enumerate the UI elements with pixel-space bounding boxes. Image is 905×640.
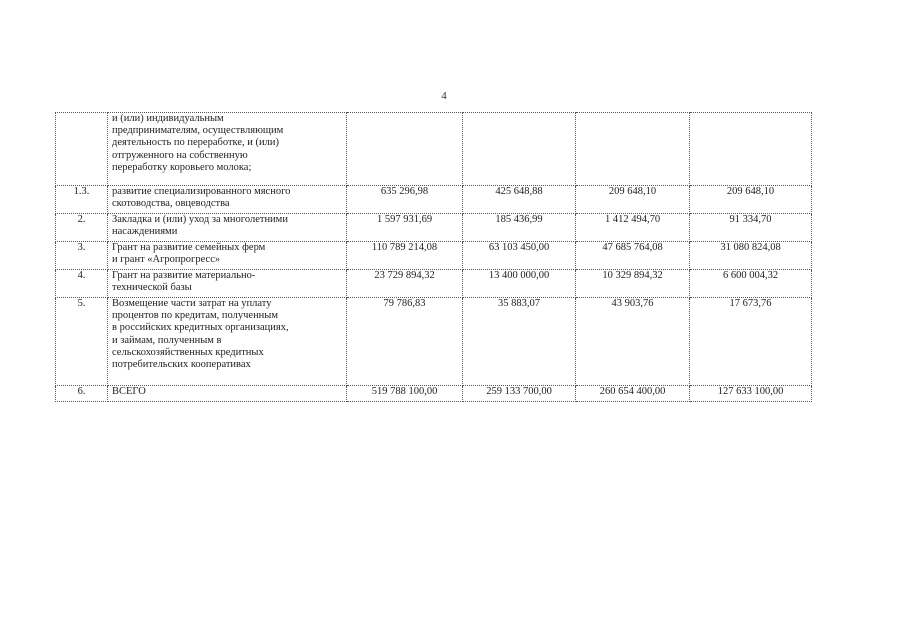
row-number: 5. — [56, 298, 108, 386]
row-value-3: 1 412 494,70 — [576, 214, 690, 242]
row-name-line: скотоводства, овцеводства — [112, 198, 230, 210]
row-name — [108, 242, 347, 270]
row-value-4: 31 080 824,08 — [690, 242, 812, 270]
row-value-2: 185 436,99 — [463, 214, 576, 242]
row-name-line: в российских кредитных организациях, — [112, 322, 289, 334]
row-name-line: Грант на развитие семейных ферм — [112, 242, 266, 253]
row-name-line: насаждениями — [112, 226, 178, 238]
row-name-line: Закладка и (или) уход за многолетними — [112, 214, 288, 225]
row-name-line: Грант на развитие материально- — [112, 270, 256, 281]
row-number: 4. — [56, 270, 108, 298]
row-name — [108, 298, 347, 386]
row-value-3: 209 648,10 — [576, 186, 690, 214]
row-value-3: 43 903,76 — [576, 298, 690, 386]
table-row — [56, 186, 812, 214]
row-name-line: сельскохозяйственных кредитных — [112, 346, 264, 358]
table-row — [56, 242, 812, 270]
row-value-1: 1 597 931,69 — [347, 214, 463, 242]
row-name-line: переработку коровьего молока; — [112, 161, 252, 173]
row-name — [108, 270, 347, 298]
row-name-line: деятельность по переработке, и (или) — [112, 137, 280, 149]
row-value-1 — [347, 113, 463, 186]
row-value-1: 79 786,83 — [347, 298, 463, 386]
row-value-2: 35 883,07 — [463, 298, 576, 386]
row-number — [56, 113, 108, 186]
row-value-2: 425 648,88 — [463, 186, 576, 214]
table-row — [56, 113, 812, 186]
table-row — [56, 214, 812, 242]
row-value-3: 260 654 400,00 — [576, 386, 690, 402]
row-name-line: потребительских кооперативах — [112, 359, 251, 371]
row-name-line: Возмещение части затрат на уплату — [112, 298, 272, 309]
page-number: 4 — [441, 90, 447, 102]
row-name — [108, 113, 347, 186]
row-value-4: 209 648,10 — [690, 186, 812, 214]
row-value-2: 259 133 700,00 — [463, 386, 576, 402]
row-value-2 — [463, 113, 576, 186]
row-value-4: 91 334,70 — [690, 214, 812, 242]
row-name-line: развитие специализированного мясного — [112, 186, 291, 197]
row-value-2: 63 103 450,00 — [463, 242, 576, 270]
table-row — [56, 298, 812, 386]
row-name-line: предпринимателям, осуществляющим — [112, 125, 284, 137]
budget-table — [55, 112, 812, 402]
row-name — [108, 214, 347, 242]
row-number: 1.3. — [56, 186, 108, 214]
row-value-1: 23 729 894,32 — [347, 270, 463, 298]
row-name-line: отгруженного на собственную — [112, 149, 248, 161]
row-value-4 — [690, 113, 812, 186]
row-value-1: 519 788 100,00 — [347, 386, 463, 402]
table-row-total — [56, 386, 812, 402]
table-row — [56, 270, 812, 298]
row-name — [108, 186, 347, 214]
row-name-line: технической базы — [112, 282, 192, 294]
row-value-1: 110 789 214,08 — [347, 242, 463, 270]
row-value-2: 13 400 000,00 — [463, 270, 576, 298]
row-value-3 — [576, 113, 690, 186]
row-number: 6. — [56, 386, 108, 402]
row-value-4: 6 600 004,32 — [690, 270, 812, 298]
row-name-line: процентов по кредитам, полученным — [112, 310, 279, 322]
row-name-line: и грант «Агропрогресс» — [112, 254, 221, 266]
row-number: 2. — [56, 214, 108, 242]
row-value-3: 47 685 764,08 — [576, 242, 690, 270]
row-name-line: и займам, полученным в — [112, 334, 222, 346]
row-value-3: 10 329 894,32 — [576, 270, 690, 298]
row-value-4: 17 673,76 — [690, 298, 812, 386]
row-number: 3. — [56, 242, 108, 270]
row-name — [108, 386, 347, 402]
row-name-line: ВСЕГО — [112, 386, 146, 397]
row-value-4: 127 633 100,00 — [690, 386, 812, 402]
row-name-line: и (или) индивидуальным — [112, 113, 224, 124]
row-value-1: 635 296,98 — [347, 186, 463, 214]
